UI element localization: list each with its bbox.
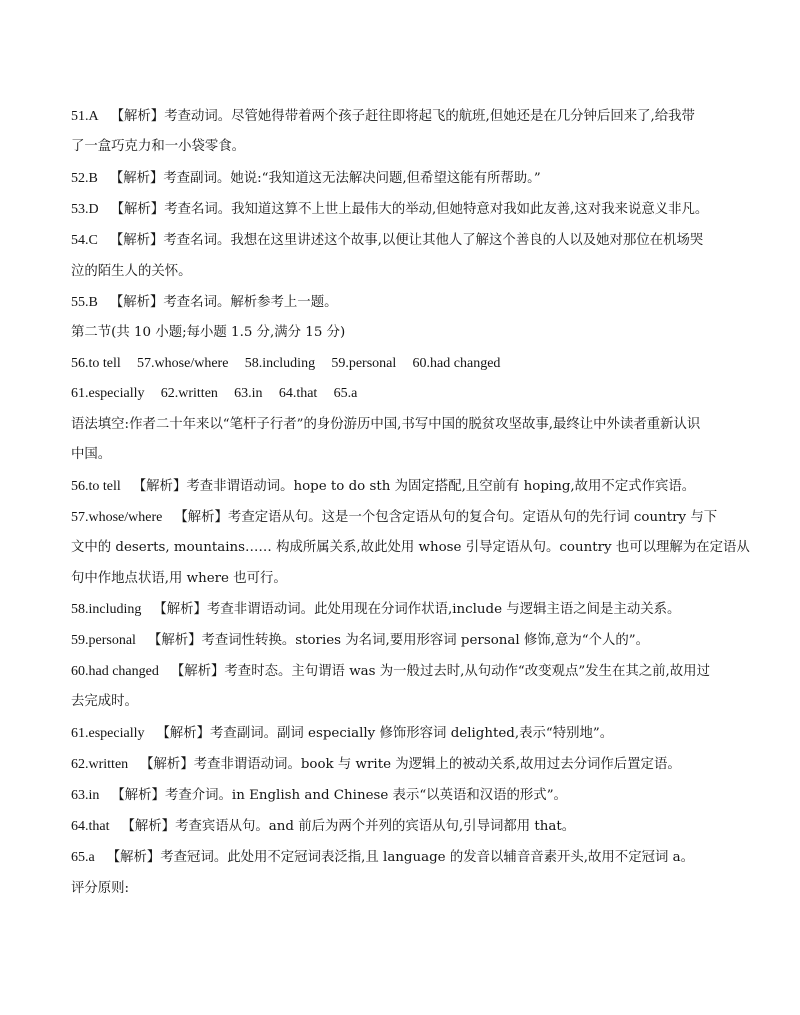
analysis-tag: 【解析】 <box>106 850 161 865</box>
explanation-text: 考查名词。解析参考上一题。 <box>163 295 338 310</box>
explanation-line <box>71 600 680 620</box>
answer-item: 56.to tell <box>71 356 121 371</box>
answer-number: 53.D <box>71 202 99 217</box>
answer-number: 61.especially <box>71 726 145 741</box>
answer-number: 65.a <box>71 850 95 865</box>
answer-number: 55.B <box>71 295 98 310</box>
explanation-text: 考查名词。我想在这里讲述这个故事,以便让其他人了解这个善良的人以及她对那位在机场哭 <box>163 233 704 248</box>
answer-number: 63.in <box>71 788 100 803</box>
explanation-line <box>71 477 695 497</box>
explanation-continuation: 去完成时。 <box>71 694 138 709</box>
answer-item: 59.personal <box>331 356 397 371</box>
explanation-line <box>71 662 710 682</box>
explanation-line <box>71 631 649 651</box>
analysis-tag: 【解析】 <box>156 726 211 741</box>
analysis-tag: 【解析】 <box>110 109 165 124</box>
explanation-text: 考查非谓语动词。hope to do sth 为固定搭配,且空前有 hoping,故用不定式作宾语。 <box>186 479 696 494</box>
explanation-text: 考查动词。尽管她得带着两个孩子赶往即将起飞的航班,但她还是在几分钟后回来了,给我带 <box>164 109 695 124</box>
answer-number: 57.whose/where <box>71 510 163 525</box>
explanation-line <box>71 293 337 313</box>
analysis-tag: 【解析】 <box>110 202 165 217</box>
answer-number: 58.including <box>71 602 142 617</box>
answer-number: 51.A <box>71 109 99 124</box>
analysis-tag: 【解析】 <box>109 171 164 186</box>
explanation-text: 考查时态。主句谓语 was 为一般过去时,从句动作“改变观点”发生在其之前,故用过 <box>224 664 710 679</box>
answer-item: 64.that <box>278 386 318 401</box>
explanation-line <box>71 107 695 127</box>
explanation-line <box>71 848 694 868</box>
explanation-text: 考查副词。她说:“我知道这无法解决问题,但希望这能有所帮助。” <box>163 171 541 186</box>
explanation-continuation: 文中的 deserts, mountains…… 构成所属关系,故此处用 whose 引导定语从句。country 也可以理解为在定语从 <box>71 540 750 555</box>
answer-row <box>71 354 512 374</box>
answer-item: 62.written <box>160 386 218 401</box>
explanation-text: 考查非谓语动词。book 与 write 为逻辑上的被动关系,故用过去分词作后置定语。 <box>193 757 681 772</box>
scoring-principles-label: 评分原则: <box>71 881 130 896</box>
explanation-continuation: 句中作地点状语,用 where 也可行。 <box>71 571 287 586</box>
answer-row <box>71 384 369 404</box>
answer-number: 52.B <box>71 171 98 186</box>
analysis-tag: 【解析】 <box>174 510 228 525</box>
analysis-tag: 【解析】 <box>109 233 164 248</box>
analysis-tag: 【解析】 <box>121 819 176 834</box>
explanation-text: 考查词性转换。stories 为名词,要用形容词 personal 修饰,意为“个人的”。 <box>201 633 649 648</box>
explanation-text: 考查副词。副词 especially 修饰形容词 delighted,表示“特别地”。 <box>210 726 614 741</box>
explanation-text: 考查名词。我知道这算不上世上最伟大的举动,但她特意对我如此友善,这对我来说意义非凡。 <box>164 202 709 217</box>
analysis-tag: 【解析】 <box>109 295 164 310</box>
analysis-tag: 【解析】 <box>147 633 202 648</box>
passage-summary: 语法填空:作者二十年来以“笔杆子行者”的身份游历中国,书写中国的脱贫攻坚故事,最终让中外读者重新认识 <box>71 417 701 432</box>
explanation-text: 考查介词。in English and Chinese 表示“以英语和汉语的形式”。 <box>164 788 567 803</box>
answer-number: 56.to tell <box>71 479 121 494</box>
explanation-line <box>71 169 541 189</box>
explanation-continuation: 泣的陌生人的关怀。 <box>71 264 192 279</box>
answer-item: 63.in <box>234 386 263 401</box>
explanation-line <box>71 200 708 220</box>
analysis-tag: 【解析】 <box>111 788 165 803</box>
analysis-tag: 【解析】 <box>132 479 187 494</box>
explanation-text: 考查冠词。此处用不定冠词表泛指,且 language 的发音以辅音音素开头,故用不定冠词 a。 <box>160 850 695 865</box>
answer-number: 64.that <box>71 819 110 834</box>
analysis-tag: 【解析】 <box>140 757 194 772</box>
answer-item: 57.whose/where <box>137 356 229 371</box>
passage-summary-continuation: 中国。 <box>71 447 112 462</box>
explanation-line <box>71 231 703 251</box>
analysis-tag: 【解析】 <box>170 664 225 679</box>
explanation-text: 考查宾语从句。and 前后为两个并列的宾语从句,引导词都用 that。 <box>175 819 576 834</box>
answer-number: 59.personal <box>71 633 136 648</box>
answer-number: 54.C <box>71 233 98 248</box>
explanation-line <box>71 817 575 837</box>
explanation-continuation: 了一盒巧克力和一小袋零食。 <box>71 139 246 154</box>
explanation-line <box>71 786 567 806</box>
explanation-text: 考查定语从句。这是一个包含定语从句的复合句。定语从句的先行词 country 与下 <box>227 510 718 525</box>
section-heading: 第二节(共 10 小题;每小题 1.5 分,满分 15 分) <box>71 325 346 340</box>
answer-item: 60.had changed <box>412 356 501 371</box>
answer-number: 62.written <box>71 757 129 772</box>
answer-item: 65.a <box>333 386 358 401</box>
explanation-line <box>71 508 717 528</box>
answer-item: 61.especially <box>71 386 145 401</box>
explanation-line <box>71 724 613 744</box>
analysis-tag: 【解析】 <box>153 602 207 617</box>
answer-number: 60.had changed <box>71 664 159 679</box>
answer-item: 58.including <box>244 356 316 371</box>
explanation-line <box>71 755 681 775</box>
explanation-text: 考查非谓语动词。此处用现在分词作状语,include 与逻辑主语之间是主动关系。 <box>206 602 681 617</box>
